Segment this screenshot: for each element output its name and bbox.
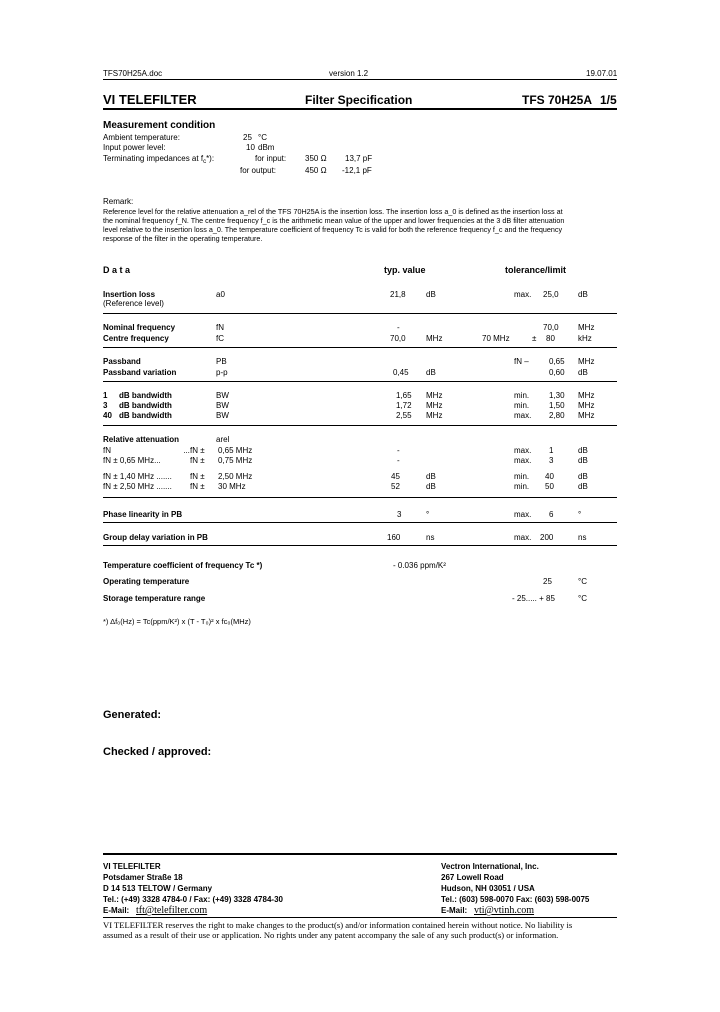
title-rule [103, 108, 617, 110]
doc-date: 19.07.01 [586, 69, 618, 78]
footer-right-street: 267 Lowell Road [441, 873, 504, 882]
ra1-limit-unit: dB [578, 446, 588, 455]
input-capacitance: 13,7 pF [345, 154, 373, 163]
ra1-to-prefix: fN ± [190, 446, 205, 455]
input-resistance: 350 Ω [305, 154, 327, 163]
bw1-typ: 1,65 [396, 391, 412, 400]
passband-variation-limit-unit: dB [578, 368, 588, 377]
bw1-number: 1 [103, 391, 108, 400]
page-number: 1/5 [600, 93, 617, 107]
remark-line-1: Reference level for the relative attenuation a_rel of the TFS 70H25A is the insertion loss. The insertion loss a_0 is defined as the insertion loss at [103, 207, 563, 216]
measurement-heading: Measurement condition [103, 120, 216, 131]
passband-label: Passband [103, 357, 141, 366]
ambient-unit: °C [258, 133, 267, 142]
bw1-symbol: BW [216, 391, 229, 400]
bw40-limit: 2,80 [549, 411, 565, 420]
bw40-number: 40 [103, 411, 112, 420]
temp-coefficient-typ: - 0.036 ppm/K² [393, 561, 446, 570]
disclaimer-line-1: VI TELEFILTER reserves the right to make changes to the product(s) and/or information contained herein without notice. No liability is [103, 920, 573, 930]
footer-left-phone: Tel.: (+49) 3328 4784-0 / Fax: (+49) 3328 4784-30 [103, 895, 283, 904]
footer-rule [103, 853, 617, 855]
phase-linearity-unit: ° [426, 510, 430, 519]
footer-left-street: Potsdamer Straße 18 [103, 873, 183, 882]
ra4-limit: 50 [545, 482, 554, 491]
disclaimer-line-2: assumed as a result of their use or application. No rights under any patent accompany the sale of any such product(s) or information. [103, 930, 559, 940]
operating-temperature-label: Operating temperature [103, 577, 190, 586]
centre-frequency-symbol: fC [216, 334, 224, 343]
passband-variation-typ: 0,45 [393, 368, 409, 377]
footer-right-email-label: E-Mail: [441, 906, 468, 915]
nominal-frequency-typ: - [397, 323, 400, 332]
ra1-from: fN ... [103, 446, 190, 455]
ra3-to-value: 2,50 MHz [218, 472, 253, 481]
power-value: 10 [246, 143, 255, 152]
centre-frequency-label: Centre frequency [103, 334, 169, 343]
bw3-limit-unit: MHz [578, 401, 595, 410]
ra1-typ: - [397, 446, 400, 455]
ambient-label: Ambient temperature: [103, 133, 180, 142]
passband-variation-symbol: p-p [216, 368, 228, 377]
power-unit: dBm [258, 143, 275, 152]
bw3-limit: 1,50 [549, 401, 565, 410]
insertion-loss-limit: 25,0 [543, 290, 559, 299]
bw40-label: dB bandwidth [119, 411, 172, 420]
passband-symbol: PB [216, 357, 227, 366]
generated-label: Generated: [103, 709, 162, 721]
ra4-unit: dB [426, 482, 436, 491]
insertion-loss-limit-unit: dB [578, 290, 588, 299]
ra2-limit-unit: dB [578, 456, 588, 465]
bw40-symbol: BW [216, 411, 229, 420]
ra4-typ: 52 [391, 482, 400, 491]
doc-filename: TFS70H25A.doc [103, 69, 163, 78]
header-rule [103, 79, 617, 80]
footer-right-city: Hudson, NH 03051 / USA [441, 884, 535, 893]
bw1-label: dB bandwidth [119, 391, 172, 400]
rule [103, 313, 617, 314]
bw40-limit-unit: MHz [578, 411, 595, 420]
storage-temperature-label: Storage temperature range [103, 594, 206, 603]
passband-variation-limit: 0,60 [549, 368, 565, 377]
ra2-to-value: 0,75 MHz [218, 456, 253, 465]
ra3-limit: 40 [545, 472, 554, 481]
footer-rule-2 [103, 917, 617, 918]
nominal-frequency-symbol: fN [216, 323, 224, 332]
remark-line-2: the nominal frequency f_N. The centre frequency f_c is the arithmetic mean value of the upper and lower frequencies at the 3 dB filter attenuation [103, 216, 565, 225]
nominal-frequency-label: Nominal frequency [103, 323, 176, 332]
passband-limit-unit: MHz [578, 357, 595, 366]
reference-level-label: (Reference level) [103, 299, 164, 308]
bw1-limit: 1,30 [549, 391, 565, 400]
ra4-limit-type: min. [514, 482, 530, 491]
ra4-to-prefix: fN ± [190, 482, 205, 491]
rule [103, 522, 617, 523]
ra2-to-prefix: fN ± [190, 456, 205, 465]
insertion-loss-limit-type: max. [514, 290, 532, 299]
output-label: for output: [240, 166, 277, 175]
group-delay-limit: 200 [540, 533, 554, 542]
nominal-frequency-limit: 70,0 [543, 323, 559, 332]
impedance-label: Terminating impedances at $f_c*$): [103, 154, 215, 165]
ra3-from: fN ± 1,40 MHz ....... [103, 472, 172, 481]
ra1-to-value: 0,65 MHz [218, 446, 253, 455]
footer-left-email-link[interactable]: tft@telefilter.com [136, 905, 208, 916]
relative-attenuation-label: Relative attenuation [103, 435, 180, 444]
footnote: *) Δf₀(Hz) = Tc(ppm/K²) x (T - T₀)² x fc₀(MHz) [103, 617, 251, 626]
footer-right-email-link[interactable]: vti@vtinh.com [474, 905, 535, 916]
group-delay-limit-unit: ns [578, 533, 587, 542]
insertion-loss-typ: 21,8 [390, 290, 406, 299]
bw1-limit-type: min. [514, 391, 530, 400]
phase-linearity-limit-unit: ° [578, 510, 582, 519]
data-heading: D a t a [103, 265, 131, 275]
temp-coefficient-label: Temperature coefficient of frequency Tc *) [103, 561, 263, 570]
bw3-limit-type: min. [514, 401, 530, 410]
group-delay-unit: ns [426, 533, 435, 542]
phase-linearity-label: Phase linearity in PB [103, 510, 183, 519]
phase-linearity-limit-type: max. [514, 510, 532, 519]
bw40-limit-type: max. [514, 411, 532, 420]
phase-linearity-typ: 3 [397, 510, 402, 519]
rule [103, 497, 617, 498]
ra4-to-value: 30 MHz [218, 482, 246, 491]
ra2-from: fN ± 0,65 MHz... [103, 456, 161, 465]
output-resistance: 450 Ω [305, 166, 327, 175]
passband-variation-unit: dB [426, 368, 436, 377]
centre-frequency-limit-unit: kHz [578, 334, 592, 343]
footer-left-name: VI TELEFILTER [103, 862, 161, 871]
footer-right-phone: Tel.: (603) 598-0070 Fax: (603) 598-0075 [441, 895, 590, 904]
power-label: Input power level: [103, 143, 166, 152]
ra4-from: fN ± 2,50 MHz ....... [103, 482, 172, 491]
doc-version: version 1.2 [329, 69, 369, 78]
relative-attenuation-symbol: arel [216, 435, 230, 444]
bw1-unit: MHz [426, 391, 443, 400]
centre-frequency-plusminus: ± [532, 334, 537, 343]
part-number: TFS 70H25A [522, 93, 593, 107]
footer-left-city: D 14 513 TELTOW / Germany [103, 884, 213, 893]
ra1-limit: 1 [549, 446, 554, 455]
bw3-unit: MHz [426, 401, 443, 410]
passband-limit-base: fN – [514, 357, 529, 366]
remark-heading: Remark: [103, 197, 134, 206]
centre-frequency-limit-base: 70 MHz [482, 334, 510, 343]
bw3-label: dB bandwidth [119, 401, 172, 410]
group-delay-label: Group delay variation in PB [103, 533, 208, 542]
insertion-loss-unit: dB [426, 290, 436, 299]
passband-limit: 0,65 [549, 357, 565, 366]
footer-left-email-label: E-Mail: [103, 906, 130, 915]
output-capacitance: -12,1 pF [342, 166, 372, 175]
ra4-limit-unit: dB [578, 482, 588, 491]
bw3-symbol: BW [216, 401, 229, 410]
bw3-number: 3 [103, 401, 108, 410]
doc-title: Filter Specification [305, 93, 413, 107]
rule [103, 347, 617, 348]
ra3-limit-unit: dB [578, 472, 588, 481]
rule [103, 381, 617, 382]
rule [103, 545, 617, 546]
storage-temperature-value: - 25..... + 85 [512, 594, 555, 603]
insertion-loss-label: Insertion loss [103, 290, 156, 299]
operating-temperature-value: 25 [543, 577, 552, 586]
operating-temperature-unit: °C [578, 577, 587, 586]
centre-frequency-unit: MHz [426, 334, 443, 343]
bw1-limit-unit: MHz [578, 391, 595, 400]
ra2-limit-type: max. [514, 456, 532, 465]
remark-line-3: level relative to the insertion loss a_0. The temperature coefficient of frequency Tc is valid for both the reference frequency f_c and the frequency [103, 225, 563, 234]
footer-right-name: Vectron International, Inc. [441, 862, 539, 871]
centre-frequency-limit: 80 [546, 334, 555, 343]
passband-variation-label: Passband variation [103, 368, 177, 377]
ra3-typ: 45 [391, 472, 400, 481]
group-delay-limit-type: max. [514, 533, 532, 542]
ra1-limit-type: max. [514, 446, 532, 455]
nominal-frequency-limit-unit: MHz [578, 323, 595, 332]
storage-temperature-unit: °C [578, 594, 587, 603]
bw40-typ: 2,55 [396, 411, 412, 420]
checked-approved-label: Checked / approved: [103, 746, 212, 758]
ambient-value: 25 [243, 133, 252, 142]
centre-frequency-typ: 70,0 [390, 334, 406, 343]
ra2-typ: - [397, 456, 400, 465]
phase-linearity-limit: 6 [549, 510, 554, 519]
remark-line-4: response of the filter in the operating temperature. [103, 234, 263, 243]
bw3-typ: 1,72 [396, 401, 412, 410]
rule [103, 425, 617, 426]
input-label: for input: [255, 154, 287, 163]
ra3-unit: dB [426, 472, 436, 481]
group-delay-typ: 160 [387, 533, 401, 542]
insertion-loss-symbol: a0 [216, 290, 225, 299]
tolerance-heading: tolerance/limit [505, 265, 567, 275]
ra3-to-prefix: fN ± [190, 472, 205, 481]
ra3-limit-type: min. [514, 472, 530, 481]
typ-value-heading: typ. value [384, 265, 426, 275]
company-name: VI TELEFILTER [103, 92, 197, 107]
bw40-unit: MHz [426, 411, 443, 420]
ra2-limit: 3 [549, 456, 554, 465]
